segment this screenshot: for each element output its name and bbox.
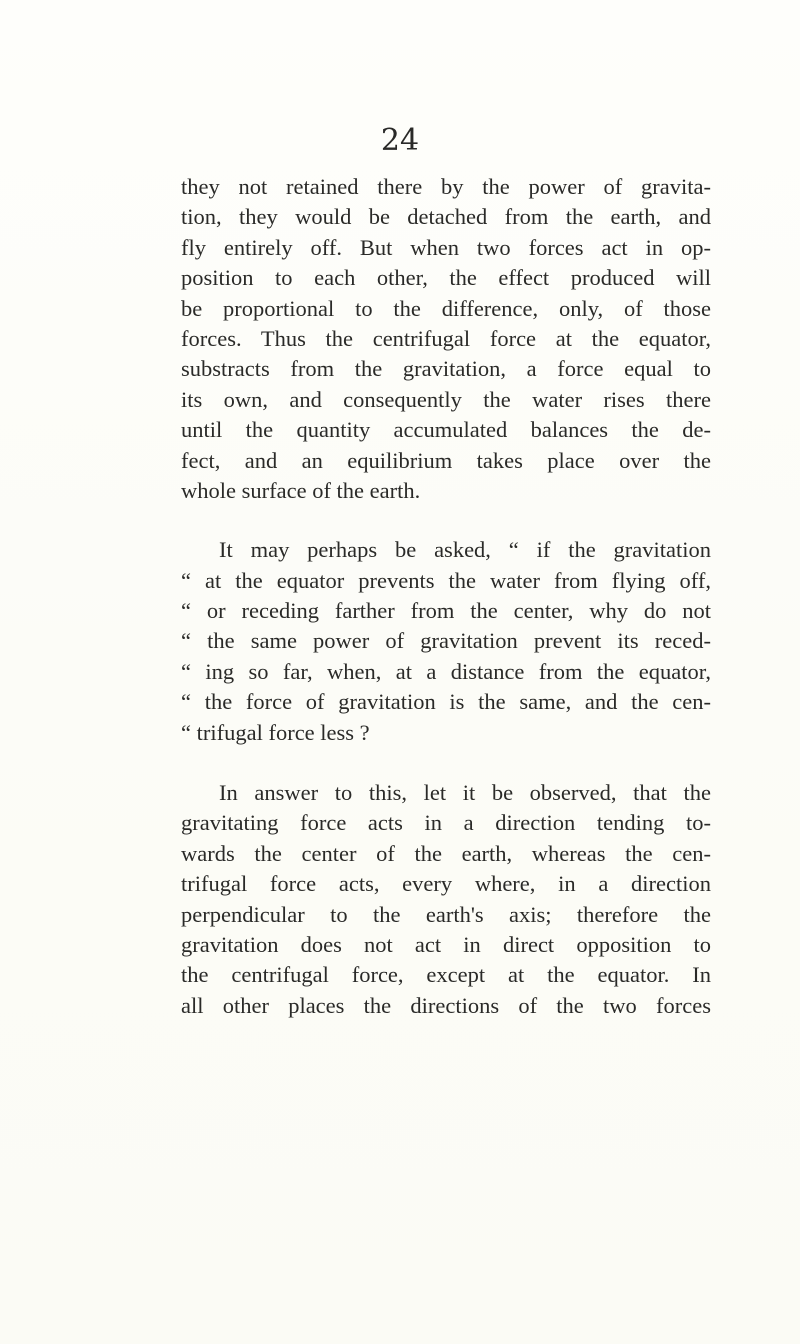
text-line: gravitation does not act in direct opposition to [181,931,711,957]
text-line: all other places the directions of the two forces [181,992,711,1018]
text-line: fect, and an equilibrium takes place over the [181,447,711,473]
text-line: It may perhaps be asked, “ if the gravitation [219,537,711,563]
text-line: “ or receding farther from the center, why do not [181,598,711,624]
text-line: “ ing so far, when, at a distance from the equator, [181,658,711,684]
text-line: whole surface of the earth. [181,477,421,503]
text-line: substracts from the gravitation, a force equal to [181,356,711,382]
paragraph-1 [181,172,711,506]
text-line: be proportional to the difference, only, of those [181,295,711,321]
text-line: position to each other, the effect produced will [181,265,711,291]
text-line: its own, and consequently the water rises there [181,386,711,412]
text-line: the centrifugal force, except at the equator. In [181,962,711,988]
text-line: perpendicular to the earth's axis; therefore the [181,901,711,927]
text-line: forces. Thus the centrifugal force at the equator, [181,325,711,351]
text-line: wards the center of the earth, whereas the cen- [181,840,711,866]
text-line: fly entirely off. But when two forces act in op- [181,234,711,260]
text-line: In answer to this, let it be observed, that the [219,780,711,806]
text-line: tion, they would be detached from the earth, and [181,204,711,230]
paragraph-2 [181,535,711,748]
text-line: “ trifugal force less ? [181,719,370,745]
text-line: they not retained there by the power of gravita- [181,174,711,199]
text-line: “ the force of gravitation is the same, and the cen- [181,689,711,715]
page-body [181,172,711,1021]
text-line: until the quantity accumulated balances the de- [181,417,711,443]
text-line: “ the same power of gravitation prevent its reced- [181,628,711,654]
text-line: “ at the equator prevents the water from flying off, [181,567,711,593]
text-line: gravitating force acts in a direction tending to- [181,810,711,836]
text-line: trifugal force acts, every where, in a direction [181,871,711,897]
page-number: 24 [380,123,420,158]
paragraph-3 [181,778,711,1021]
